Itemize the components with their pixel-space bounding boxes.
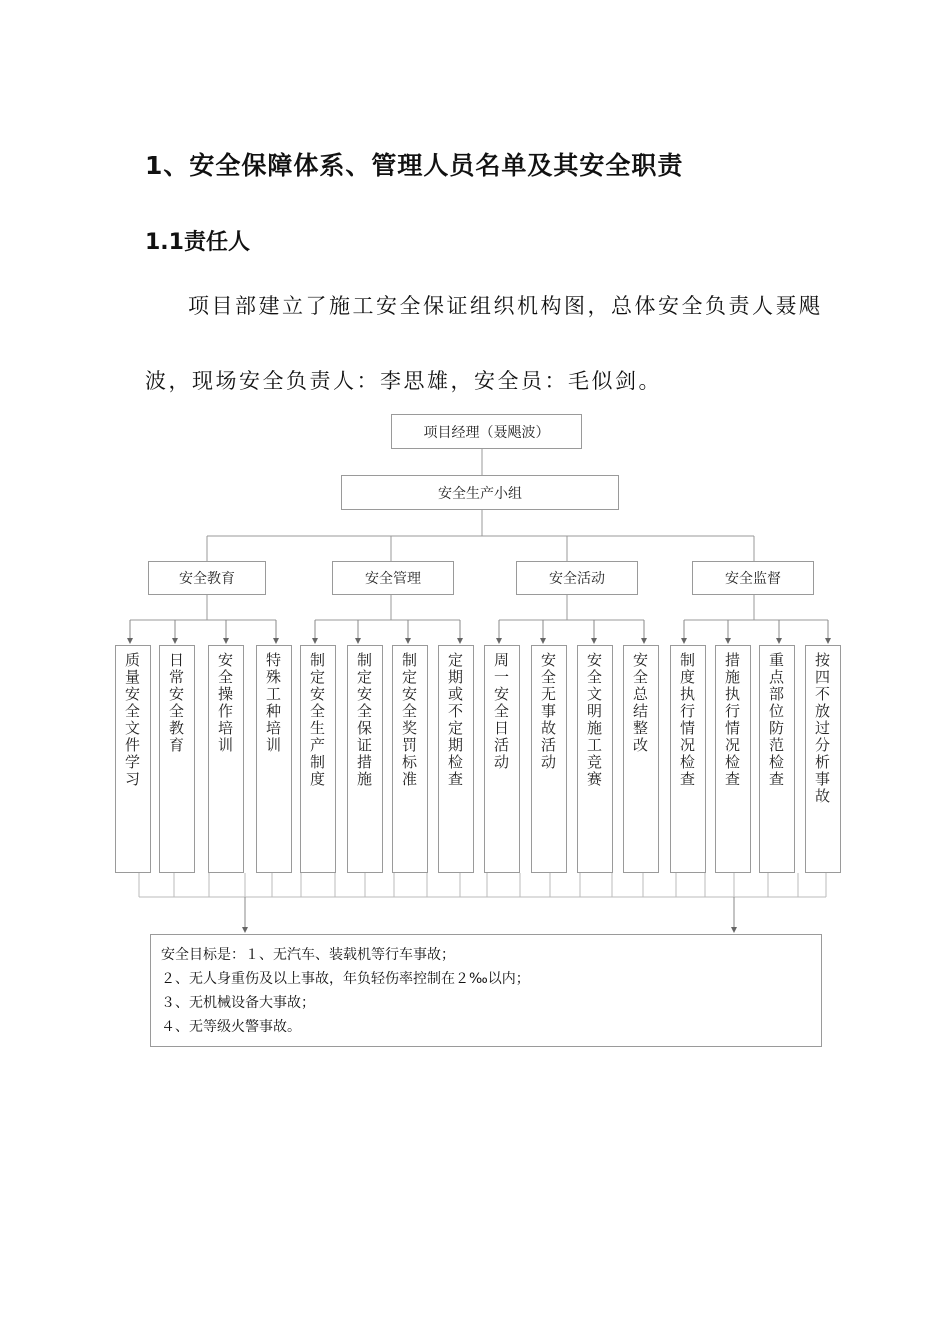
task-box: 安全操作培训 (208, 645, 244, 873)
safety-goals-box (150, 934, 822, 1047)
task-box: 制定安全奖罚标准 (392, 645, 428, 873)
dept-safety-management: 安全管理 (332, 561, 454, 595)
section-heading: 1、安全保障体系、管理人员名单及其安全职责 (145, 151, 684, 180)
task-box: 安全无事故活动 (531, 645, 567, 873)
goal-line: ４、无等级火警事故。 (161, 1019, 301, 1035)
paragraph-line-1: 项目部建立了施工安全保证组织机构图，总体安全负责人聂飓 (188, 294, 823, 318)
dept-safety-supervision: 安全监督 (692, 561, 814, 595)
task-box: 日常安全教育 (159, 645, 195, 873)
project-manager-box: 项目经理（聂飓波） (391, 414, 582, 449)
task-box: 安全总结整改 (623, 645, 659, 873)
dept-safety-activities: 安全活动 (516, 561, 638, 595)
task-box: 定期或不定期检查 (438, 645, 474, 873)
dept-safety-education: 安全教育 (148, 561, 266, 595)
task-box: 特殊工种培训 (256, 645, 292, 873)
task-box: 质量安全文件学习 (115, 645, 151, 873)
goal-line: 安全目标是：１、无汽车、装载机等行车事故； (161, 947, 455, 963)
safety-group-box: 安全生产小组 (341, 475, 619, 510)
goal-line: ２、无人身重伤及以上事故，年负轻伤率控制在２‰以内； (161, 971, 530, 987)
task-box: 制度执行情况检查 (670, 645, 706, 873)
task-box: 制定安全生产制度 (300, 645, 336, 873)
task-box: 重点部位防范检查 (759, 645, 795, 873)
task-box: 制定安全保证措施 (347, 645, 383, 873)
task-box: 按四不放过分析事故 (805, 645, 841, 873)
goal-line: ３、无机械设备大事故； (161, 995, 315, 1011)
task-box: 周一安全日活动 (484, 645, 520, 873)
subsection-heading: 1.1责任人 (145, 230, 250, 255)
task-box: 措施执行情况检查 (715, 645, 751, 873)
task-box: 安全文明施工竞赛 (577, 645, 613, 873)
paragraph-line-2: 波，现场安全负责人：李思雄，安全员：毛似剑。 (145, 369, 662, 393)
